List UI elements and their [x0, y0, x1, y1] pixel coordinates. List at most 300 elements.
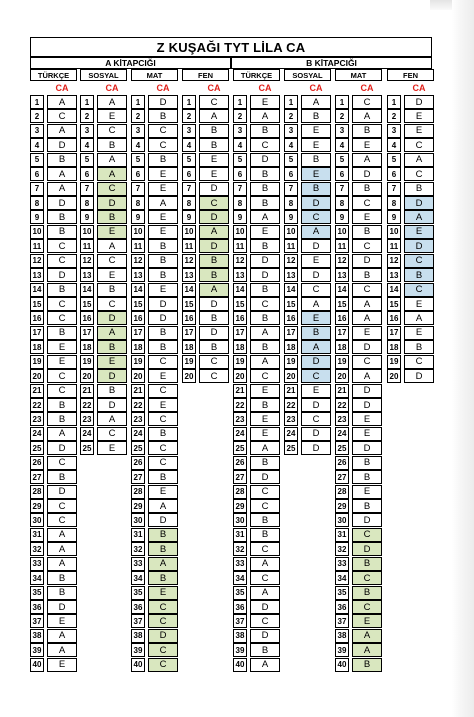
answer-cell: B: [250, 182, 280, 196]
answer-row: [284, 196, 331, 210]
answer-row: [233, 629, 280, 643]
question-number: 6: [284, 167, 298, 181]
answer-cell: E: [148, 167, 178, 181]
answer-cell: D: [301, 355, 331, 369]
answer-cell: C: [404, 355, 434, 369]
answer-row: [131, 528, 178, 542]
question-number: 18: [182, 340, 196, 354]
question-number: 22: [131, 398, 145, 412]
answer-row: [182, 239, 229, 253]
answer-row: [233, 109, 280, 123]
question-number: 8: [335, 196, 349, 210]
answer-row: [233, 95, 280, 109]
answer-row: [335, 384, 382, 398]
question-number: 26: [30, 456, 44, 470]
answer-row: [284, 283, 331, 297]
question-number: 4: [30, 138, 44, 152]
answer-row: [233, 369, 280, 383]
answer-row: [387, 268, 434, 282]
answer-cell: E: [148, 485, 178, 499]
answer-cell: E: [148, 369, 178, 383]
answer-row: [30, 109, 77, 123]
answer-row: [233, 658, 280, 672]
question-number: 3: [182, 124, 196, 138]
question-number: 17: [284, 326, 298, 340]
answer-cell: A: [47, 95, 77, 109]
answer-row: [30, 355, 77, 369]
answer-row: [284, 124, 331, 138]
question-number: 28: [335, 485, 349, 499]
answer-row: [335, 441, 382, 455]
question-number: 11: [387, 239, 401, 253]
question-number: 18: [80, 340, 94, 354]
question-number: 24: [233, 427, 247, 441]
question-number: 32: [335, 542, 349, 556]
question-number: 9: [284, 210, 298, 224]
answer-cell: A: [250, 210, 280, 224]
answer-row: [335, 311, 382, 325]
answer-row: [131, 311, 178, 325]
question-number: 34: [30, 571, 44, 585]
question-number: 18: [233, 340, 247, 354]
answer-row: [387, 369, 434, 383]
subject-header: SOSYAL: [80, 69, 127, 81]
subject-header: MAT: [335, 69, 382, 81]
answer-cell: B: [352, 586, 382, 600]
question-number: 7: [335, 182, 349, 196]
answer-cell: E: [250, 225, 280, 239]
answer-row: [387, 297, 434, 311]
answer-row: [335, 485, 382, 499]
answer-row: [387, 95, 434, 109]
answer-row: [233, 124, 280, 138]
answer-cell: C: [47, 513, 77, 527]
question-number: 24: [131, 427, 145, 441]
question-number: 20: [387, 369, 401, 383]
answer-cell: C: [148, 355, 178, 369]
answer-cell: B: [250, 340, 280, 354]
answer-row: [80, 326, 127, 340]
answer-cell: D: [97, 311, 127, 325]
answer-row: [387, 254, 434, 268]
answer-row: [80, 124, 127, 138]
answer-cell: E: [301, 138, 331, 152]
answer-cell: B: [250, 513, 280, 527]
question-number: 21: [284, 384, 298, 398]
answer-cell: D: [97, 369, 127, 383]
answer-row: [30, 384, 77, 398]
answer-row: [80, 210, 127, 224]
question-number: 4: [80, 138, 94, 152]
answer-row: [80, 355, 127, 369]
answer-cell: C: [148, 124, 178, 138]
answer-row: [30, 513, 77, 527]
answer-cell: C: [97, 427, 127, 441]
booklet-a-header: A KİTAPCIĞI: [30, 57, 231, 69]
question-number: 28: [233, 485, 247, 499]
answer-row: [233, 557, 280, 571]
question-number: 19: [387, 355, 401, 369]
answer-cell: D: [199, 297, 229, 311]
answer-row: [131, 196, 178, 210]
answer-row: [335, 210, 382, 224]
question-number: 15: [182, 297, 196, 311]
answer-row: [131, 485, 178, 499]
answer-cell: D: [47, 485, 77, 499]
answer-row: [30, 658, 77, 672]
question-number: 18: [387, 340, 401, 354]
question-number: 12: [182, 254, 196, 268]
answer-row: [233, 355, 280, 369]
question-number: 16: [182, 311, 196, 325]
answer-row: [335, 268, 382, 282]
question-number: 12: [233, 254, 247, 268]
answer-cell: E: [404, 297, 434, 311]
answer-row: [131, 456, 178, 470]
answer-row: [387, 210, 434, 224]
answer-row: [233, 167, 280, 181]
answer-cell: E: [47, 355, 77, 369]
answer-cell: B: [250, 124, 280, 138]
question-number: 25: [335, 441, 349, 455]
answer-cell: A: [47, 643, 77, 657]
answer-cell: D: [97, 196, 127, 210]
answer-cell: D: [301, 398, 331, 412]
answer-row: [335, 124, 382, 138]
question-number: 3: [233, 124, 247, 138]
answer-row: [387, 153, 434, 167]
question-number: 3: [80, 124, 94, 138]
answer-row: [233, 513, 280, 527]
answer-row: [80, 254, 127, 268]
answer-cell: C: [352, 95, 382, 109]
answer-cell: A: [47, 124, 77, 138]
answer-row: [131, 600, 178, 614]
question-number: 9: [387, 210, 401, 224]
question-number: 12: [30, 254, 44, 268]
answer-row: [335, 629, 382, 643]
answer-column: [30, 69, 77, 672]
question-number: 6: [387, 167, 401, 181]
answer-row: [233, 311, 280, 325]
question-number: 19: [30, 355, 44, 369]
question-number: 16: [30, 311, 44, 325]
answer-row: [233, 542, 280, 556]
answer-row: [387, 225, 434, 239]
question-number: 14: [131, 283, 145, 297]
question-number: 16: [80, 311, 94, 325]
answer-row: [233, 196, 280, 210]
answer-row: [30, 571, 77, 585]
question-number: 4: [335, 138, 349, 152]
question-number: 33: [233, 557, 247, 571]
answer-cell: C: [352, 571, 382, 585]
answer-cell: D: [352, 340, 382, 354]
answer-row: [335, 283, 382, 297]
question-number: 30: [30, 513, 44, 527]
question-number: 4: [131, 138, 145, 152]
answer-cell: A: [97, 95, 127, 109]
answer-row: [335, 398, 382, 412]
answer-cell: B: [148, 571, 178, 585]
answer-cell: C: [250, 138, 280, 152]
answer-cell: E: [352, 614, 382, 628]
answer-cell: B: [352, 557, 382, 571]
answer-cell: D: [352, 542, 382, 556]
question-number: 26: [131, 456, 145, 470]
answer-cell: E: [301, 124, 331, 138]
question-number: 5: [233, 153, 247, 167]
answer-cell: B: [250, 643, 280, 657]
question-number: 39: [335, 643, 349, 657]
answer-row: [182, 138, 229, 152]
answer-row: [284, 182, 331, 196]
answer-row: [131, 124, 178, 138]
question-number: 2: [80, 109, 94, 123]
answer-row: [131, 153, 178, 167]
answer-row: [80, 398, 127, 412]
answer-column: [131, 69, 178, 672]
question-number: 11: [182, 239, 196, 253]
answer-cell: D: [404, 95, 434, 109]
answer-cell: A: [301, 95, 331, 109]
question-number: 3: [30, 124, 44, 138]
answer-cell: A: [199, 109, 229, 123]
answer-cell: A: [250, 355, 280, 369]
answer-row: [30, 542, 77, 556]
answer-row: [233, 153, 280, 167]
question-number: 31: [335, 528, 349, 542]
answer-row: [233, 254, 280, 268]
question-number: 18: [335, 340, 349, 354]
question-number: 4: [387, 138, 401, 152]
answer-row: [30, 456, 77, 470]
question-number: 23: [335, 412, 349, 426]
answer-cell: C: [148, 456, 178, 470]
key-label: CA: [55, 83, 69, 93]
answer-cell: C: [250, 499, 280, 513]
answer-row: [335, 571, 382, 585]
answer-cell: B: [199, 340, 229, 354]
question-number: 20: [131, 369, 145, 383]
question-number: 30: [335, 513, 349, 527]
answer-row: [30, 326, 77, 340]
answer-cell: D: [352, 441, 382, 455]
answer-cell: D: [352, 384, 382, 398]
answer-cell: B: [148, 268, 178, 282]
question-number: 15: [233, 297, 247, 311]
answer-cell: B: [352, 124, 382, 138]
question-number: 21: [335, 384, 349, 398]
answer-cell: A: [47, 629, 77, 643]
answer-cell: D: [301, 268, 331, 282]
answer-cell: E: [250, 384, 280, 398]
answer-cell: B: [97, 210, 127, 224]
answer-row: [80, 340, 127, 354]
question-number: 10: [233, 225, 247, 239]
question-number: 16: [233, 311, 247, 325]
question-number: 2: [335, 109, 349, 123]
subject-header: FEN: [387, 69, 434, 81]
answer-cell: B: [148, 326, 178, 340]
question-number: 3: [335, 124, 349, 138]
answer-row: [131, 441, 178, 455]
answer-row: [233, 499, 280, 513]
answer-cell: C: [352, 196, 382, 210]
answer-cell: C: [404, 138, 434, 152]
question-number: 36: [233, 600, 247, 614]
answer-row: [182, 268, 229, 282]
question-number: 5: [30, 153, 44, 167]
question-number: 20: [80, 369, 94, 383]
question-number: 18: [30, 340, 44, 354]
answer-row: [233, 586, 280, 600]
question-number: 26: [335, 456, 349, 470]
question-number: 1: [30, 95, 44, 109]
answer-cell: B: [97, 340, 127, 354]
question-number: 1: [335, 95, 349, 109]
answer-row: [335, 153, 382, 167]
answer-row: [182, 182, 229, 196]
answer-cell: E: [148, 182, 178, 196]
answer-row: [131, 355, 178, 369]
question-number: 28: [131, 485, 145, 499]
answer-cell: C: [97, 124, 127, 138]
question-number: 34: [131, 571, 145, 585]
answer-row: [80, 311, 127, 325]
question-number: 15: [335, 297, 349, 311]
answer-cell: A: [301, 340, 331, 354]
question-number: 17: [182, 326, 196, 340]
question-number: 37: [233, 614, 247, 628]
answer-cell: D: [352, 167, 382, 181]
question-number: 23: [131, 412, 145, 426]
answer-row: [387, 124, 434, 138]
question-number: 8: [182, 196, 196, 210]
answer-row: [335, 600, 382, 614]
question-number: 25: [30, 441, 44, 455]
question-number: 35: [131, 586, 145, 600]
answer-cell: C: [47, 239, 77, 253]
sheet-title: Z KUŞAĞI TYT LİLA CA: [30, 37, 432, 57]
answer-cell: A: [250, 326, 280, 340]
answer-row: [233, 600, 280, 614]
answer-cell: C: [148, 384, 178, 398]
answer-cell: A: [301, 297, 331, 311]
question-number: 9: [30, 210, 44, 224]
answer-cell: E: [404, 326, 434, 340]
answer-row: [30, 182, 77, 196]
answer-row: [131, 182, 178, 196]
answer-row: [30, 153, 77, 167]
answer-cell: C: [352, 528, 382, 542]
answer-row: [30, 196, 77, 210]
answer-row: [284, 427, 331, 441]
question-number: 12: [335, 254, 349, 268]
answer-row: [233, 182, 280, 196]
question-number: 9: [233, 210, 247, 224]
answer-cell: A: [250, 658, 280, 672]
key-label: CA: [309, 83, 323, 93]
answer-row: [30, 528, 77, 542]
question-number: 13: [233, 268, 247, 282]
answer-cell: D: [148, 95, 178, 109]
question-number: 30: [131, 513, 145, 527]
key-label: CA: [412, 83, 426, 93]
question-number: 34: [335, 571, 349, 585]
question-number: 20: [335, 369, 349, 383]
answer-cell: B: [404, 268, 434, 282]
answer-cell: E: [352, 326, 382, 340]
question-number: 10: [80, 225, 94, 239]
answer-row: [233, 398, 280, 412]
answer-cell: B: [352, 658, 382, 672]
question-number: 8: [387, 196, 401, 210]
answer-row: [233, 614, 280, 628]
answer-cell: B: [97, 384, 127, 398]
answer-cell: C: [47, 297, 77, 311]
answer-row: [131, 629, 178, 643]
answer-row: [131, 369, 178, 383]
answer-row: [284, 254, 331, 268]
answer-row: [182, 340, 229, 354]
answer-row: [335, 586, 382, 600]
answer-cell: C: [250, 571, 280, 585]
answer-cell: D: [250, 629, 280, 643]
answer-row: [335, 95, 382, 109]
answer-row: [80, 95, 127, 109]
question-number: 27: [335, 470, 349, 484]
question-number: 18: [284, 340, 298, 354]
question-number: 13: [131, 268, 145, 282]
answer-cell: C: [47, 109, 77, 123]
question-number: 12: [80, 254, 94, 268]
answer-row: [80, 384, 127, 398]
answer-cell: E: [250, 412, 280, 426]
answer-row: [233, 456, 280, 470]
question-number: 2: [233, 109, 247, 123]
answer-cell: B: [148, 340, 178, 354]
key-label: CA: [258, 83, 272, 93]
answer-row: [30, 268, 77, 282]
answer-row: [131, 557, 178, 571]
question-number: 14: [335, 283, 349, 297]
answer-row: [335, 470, 382, 484]
answer-cell: D: [352, 254, 382, 268]
answer-column: [233, 69, 280, 672]
answer-row: [30, 614, 77, 628]
question-number: 13: [284, 268, 298, 282]
question-number: 29: [131, 499, 145, 513]
answer-row: [80, 196, 127, 210]
answer-row: [30, 340, 77, 354]
answer-cell: E: [97, 109, 127, 123]
answer-cell: E: [250, 95, 280, 109]
answer-row: [30, 470, 77, 484]
question-number: 19: [80, 355, 94, 369]
answer-row: [335, 658, 382, 672]
question-number: 5: [80, 153, 94, 167]
question-number: 9: [131, 210, 145, 224]
answer-cell: A: [97, 167, 127, 181]
question-number: 33: [131, 557, 145, 571]
answer-cell: B: [352, 268, 382, 282]
answer-cell: C: [148, 658, 178, 672]
question-number: 13: [182, 268, 196, 282]
answer-row: [182, 369, 229, 383]
answer-row: [30, 95, 77, 109]
question-number: 7: [284, 182, 298, 196]
